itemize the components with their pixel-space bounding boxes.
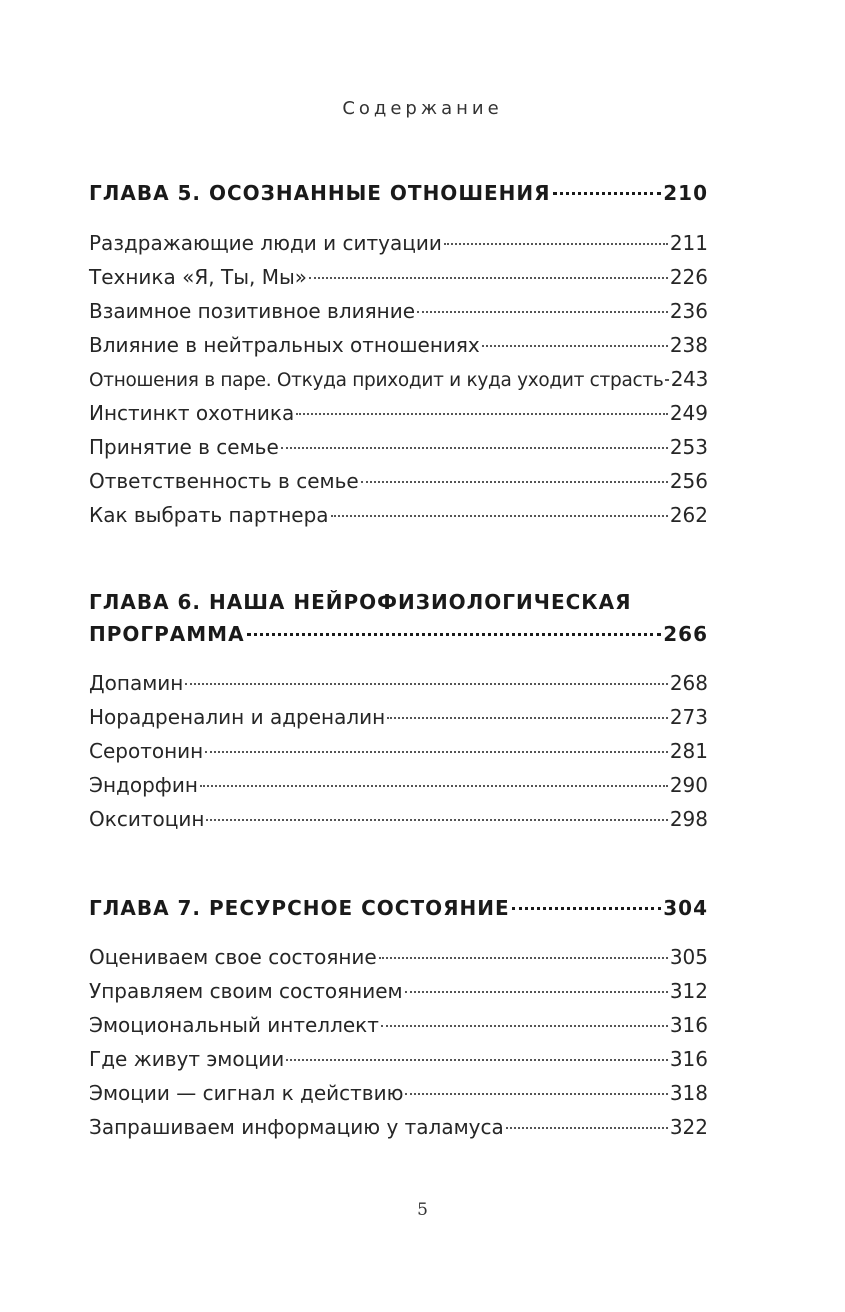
toc-entry[interactable] — [89, 362, 708, 396]
toc-entry-title: Запрашиваем информацию у таламуса — [89, 1115, 504, 1139]
toc-entry-title: Как выбрать партнера — [89, 503, 329, 527]
dot-leader — [405, 991, 668, 993]
toc-entry-page: 226 — [669, 265, 708, 289]
dot-leader — [482, 345, 668, 347]
toc-entry-title: Эндорфин — [89, 773, 198, 797]
toc-entry-page: 236 — [669, 299, 708, 323]
toc-entry-title: Раздражающие люди и ситуации — [89, 231, 442, 255]
chapter-title: ГЛАВА 5. ОСОЗНАННЫЕ ОТНОШЕНИЯ — [89, 181, 551, 205]
chapter-page-number: 304 — [663, 896, 708, 920]
dot-leader — [281, 447, 668, 449]
toc-chapter-6 — [89, 587, 708, 836]
toc-entry[interactable] — [89, 260, 708, 294]
toc-entry-title: Оцениваем свое состояние — [89, 945, 377, 969]
toc-entry[interactable] — [89, 226, 708, 260]
toc-entry-page: 322 — [669, 1115, 708, 1139]
toc-entry[interactable] — [89, 294, 708, 328]
toc-entry-title: Допамин — [89, 671, 184, 695]
chapter-title-line-1: ГЛАВА 6. НАША НЕЙРОФИЗИОЛОГИЧЕСКАЯ — [89, 590, 632, 614]
toc-entry[interactable] — [89, 802, 708, 836]
toc-entry[interactable] — [89, 430, 708, 464]
toc-entry-page: 238 — [669, 333, 708, 357]
toc-entry[interactable] — [89, 700, 708, 734]
toc-entry-title: Где живут эмоции — [89, 1047, 285, 1071]
chapter-page-number: 266 — [663, 622, 708, 646]
toc-chapter-7 — [89, 891, 708, 1144]
toc-entry-page: 211 — [669, 231, 708, 255]
toc-entry[interactable] — [89, 1076, 708, 1110]
toc-entry[interactable] — [89, 940, 708, 974]
dot-leader — [286, 1059, 668, 1061]
toc-entry-page: 316 — [669, 1047, 708, 1071]
chapter-heading — [89, 176, 708, 210]
toc-entry[interactable] — [89, 328, 708, 362]
toc-entry-page: 253 — [669, 435, 708, 459]
toc-entry[interactable] — [89, 498, 708, 532]
toc-entry-page: 290 — [669, 773, 708, 797]
toc-entry[interactable] — [89, 974, 708, 1008]
dot-leader — [512, 907, 662, 910]
toc-entry-title: Влияние в нейтральных отношениях — [89, 333, 480, 357]
dot-leader — [331, 515, 668, 517]
chapter-title: ГЛАВА 7. РЕСУРСНОЕ СОСТОЯНИЕ — [89, 896, 510, 920]
dot-leader — [381, 1025, 668, 1027]
dot-leader — [247, 633, 662, 636]
dot-leader — [665, 379, 668, 381]
toc-entry-title: Норадреналин и адреналин — [89, 705, 386, 729]
chapter-heading — [89, 587, 708, 651]
toc-entry-page: 256 — [669, 469, 708, 493]
toc-entry[interactable] — [89, 1008, 708, 1042]
toc-entry-page: 318 — [669, 1081, 708, 1105]
dot-leader — [206, 819, 667, 821]
toc-entry-page: 316 — [669, 1013, 708, 1037]
dot-leader — [417, 311, 668, 313]
dot-leader — [200, 785, 668, 787]
toc-entry-title: Окситоцин — [89, 807, 205, 831]
running-head: Содержание — [342, 98, 503, 119]
toc-entry-page: 243 — [670, 367, 708, 391]
dot-leader — [361, 481, 668, 483]
toc-entry-title: Принятие в семье — [89, 435, 279, 459]
toc-entry-page: 298 — [669, 807, 708, 831]
toc-chapter-5 — [89, 176, 708, 532]
toc-entry[interactable] — [89, 734, 708, 768]
toc-entry-title: Техника «Я, Ты, Мы» — [89, 265, 307, 289]
toc-entry[interactable] — [89, 1110, 708, 1144]
toc-entry-page: 273 — [669, 705, 708, 729]
toc-entry-page: 281 — [669, 739, 708, 763]
toc-entry-page: 305 — [669, 945, 708, 969]
dot-leader — [296, 413, 668, 415]
chapter-title-line-2: ПРОГРАММА — [89, 622, 245, 646]
chapter-heading — [89, 891, 708, 925]
toc-entry-title: Эмоциональный интеллект — [89, 1013, 379, 1037]
dot-leader — [379, 957, 668, 959]
dot-leader — [405, 1093, 667, 1095]
toc-entry-page: 312 — [669, 979, 708, 1003]
toc-entry-title: Эмоции — сигнал к действию — [89, 1081, 404, 1105]
dot-leader — [387, 717, 668, 719]
toc-entry-title: Ответственность в семье — [89, 469, 359, 493]
toc-entry-title: Взаимное позитивное влияние — [89, 299, 416, 323]
chapter-page-number: 210 — [663, 181, 708, 205]
page-number: 5 — [417, 1200, 428, 1220]
toc-entry[interactable] — [89, 396, 708, 430]
dot-leader — [309, 277, 668, 279]
toc-entry-title: Серотонин — [89, 739, 204, 763]
toc-entry-title: Инстинкт охотника — [89, 401, 295, 425]
toc-entry[interactable] — [89, 666, 708, 700]
toc-entry-title: Отношения в паре. Откуда приходит и куда уходит страсть — [89, 370, 664, 391]
toc-entry-page: 249 — [669, 401, 708, 425]
toc-entry-page: 262 — [669, 503, 708, 527]
dot-leader — [506, 1127, 668, 1129]
dot-leader — [205, 751, 668, 753]
toc-entry-page: 268 — [669, 671, 708, 695]
toc-entry-title: Управляем своим состоянием — [89, 979, 403, 1003]
toc-entry[interactable] — [89, 768, 708, 802]
dot-leader — [185, 683, 667, 685]
toc-entry[interactable] — [89, 1042, 708, 1076]
toc-entry[interactable] — [89, 464, 708, 498]
dot-leader — [553, 192, 662, 195]
dot-leader — [444, 243, 668, 245]
